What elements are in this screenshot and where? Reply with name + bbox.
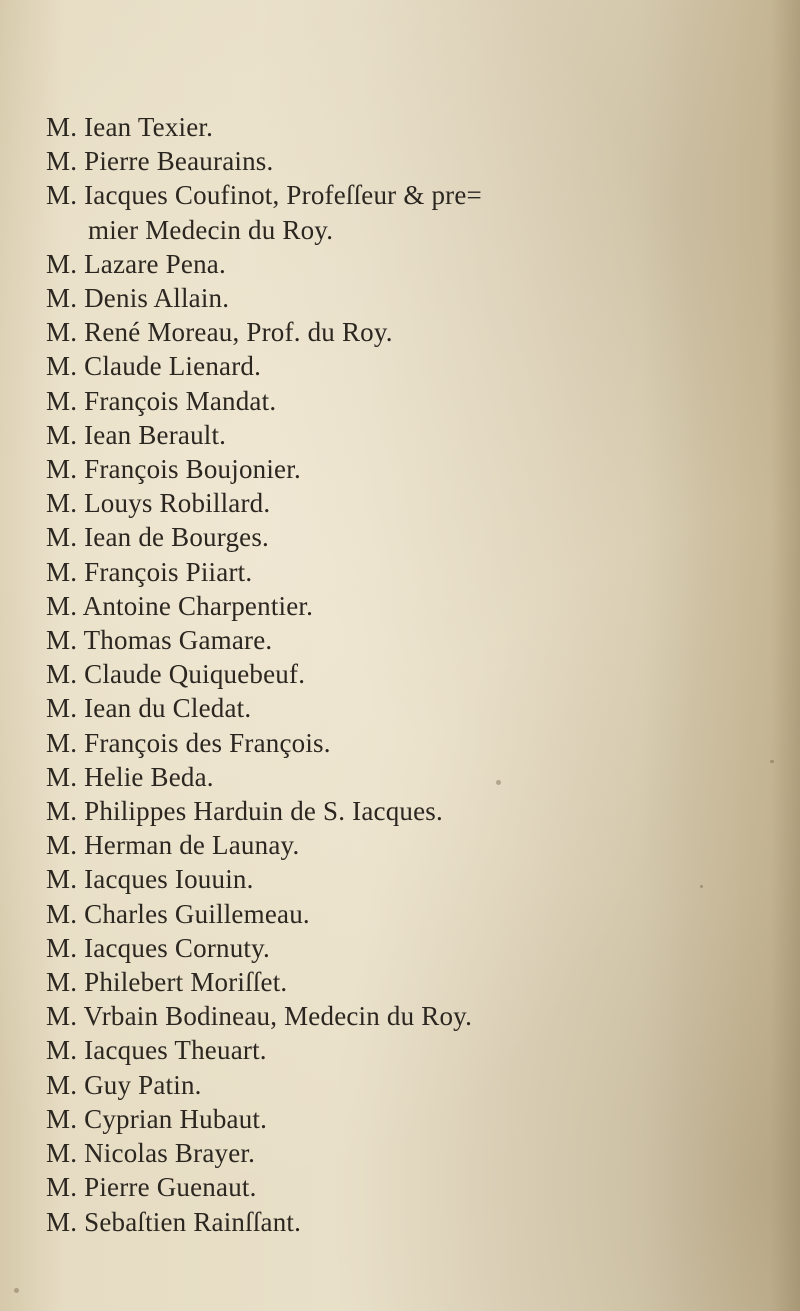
list-item: M. Iacques Coufinot, Profeſſeur & pre= <box>46 180 482 211</box>
list-item: M. Philebert Moriſſet. <box>46 967 288 998</box>
list-item: M. Iean Texier. <box>46 112 214 142</box>
list-item: M. Claude Lienard. <box>46 351 262 382</box>
list-item: M. Pierre Guenaut. <box>46 1172 257 1203</box>
list-item: M. Antoine Charpentier. <box>46 590 314 621</box>
list-item: M. Iacques Iouuin. <box>46 864 254 895</box>
list-item: M. Helie Beda. <box>46 761 214 792</box>
list-item: M. Sebaſtien Rainſſant. <box>46 1206 302 1237</box>
list-item: M. François Boujonier. <box>46 454 301 485</box>
list-item: M. Herman de Launay. <box>46 830 300 861</box>
ink-spot <box>14 1288 19 1293</box>
name-list <box>46 110 786 1239</box>
list-item: M. Thomas Gamare. <box>46 625 273 656</box>
list-item: M. Claude Quiquebeuf. <box>46 659 306 690</box>
list-item: M. François Mandat. <box>46 385 277 416</box>
list-item: M. Iean du Cledat. <box>46 693 252 724</box>
list-item: M. Pierre Beaurains. <box>46 146 274 177</box>
list-item: M. Iean Berault. <box>46 419 227 450</box>
list-item: M. René Moreau, Prof. du Roy. <box>46 317 393 348</box>
list-item: M. Nicolas Brayer. <box>46 1138 256 1169</box>
list-item: M. Philippes Harduin de S. Iacques. <box>46 796 443 827</box>
list-item: M. Lazare Pena. <box>46 248 226 279</box>
list-item: M. Vrbain Bodineau, Medecin du Roy. <box>46 1001 473 1032</box>
list-item: M. Iacques Cornuty. <box>46 932 271 963</box>
page-edge-shadow <box>770 0 800 1311</box>
list-item: M. François des François. <box>46 727 331 758</box>
list-item: M. Charles Guillemeau. <box>46 898 310 929</box>
list-item: M. Denis Allain. <box>46 283 230 314</box>
ink-spot <box>700 885 703 888</box>
list-item: M. François Piiart. <box>46 556 253 587</box>
list-item: M. Iean de Bourges. <box>46 522 270 553</box>
list-item: M. Louys Robillard. <box>46 488 271 519</box>
list-item-continuation: mier Medecin du Roy. <box>88 214 334 245</box>
list-item: M. Iacques Theuart. <box>46 1035 267 1066</box>
list-item: M. Guy Patin. <box>46 1069 202 1100</box>
list-item: M. Cyprian Hubaut. <box>46 1103 268 1134</box>
ink-spot <box>496 780 501 785</box>
